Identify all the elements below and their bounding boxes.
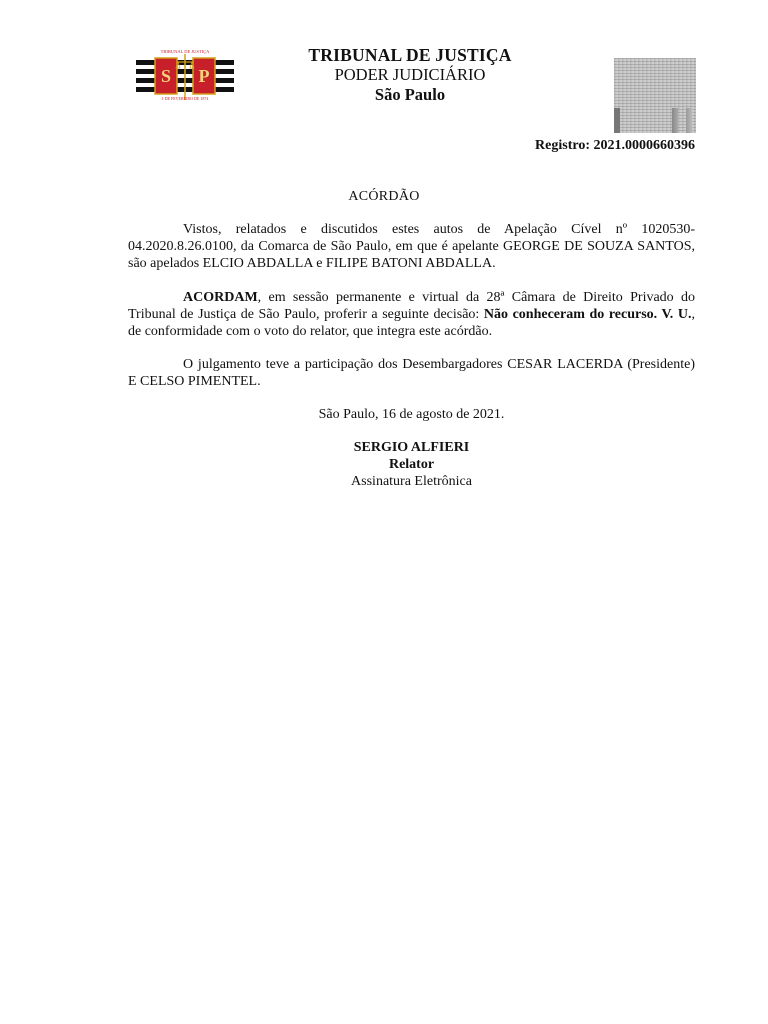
- signatory-name: SERGIO ALFIERI: [353, 440, 470, 455]
- city-name: São Paulo: [374, 85, 446, 104]
- logo-right-letter: P: [198, 66, 210, 86]
- coat-of-arms-icon: [136, 46, 234, 102]
- signatory-role: Relator: [388, 457, 435, 472]
- acordam-ending: , de conformidade com o voto do relator, que integra este acórdão.: [128, 307, 695, 339]
- acordam-label: ACORDAM: [183, 290, 258, 305]
- acordam-text: , em sessão permanente e virtual da 28ª Câmara de Direito Privado do Tribunal de Justiça de São Paulo, proferir a seguinte decisão:: [128, 290, 695, 322]
- logo-bottom-text: 1 DE FEVEREIRO DE 1874: [161, 96, 209, 101]
- court-name: TRIBUNAL DE JUSTIÇA: [308, 45, 512, 65]
- branch-name: PODER JUDICIÁRIO: [334, 65, 486, 84]
- logo-left-letter: S: [160, 66, 172, 86]
- decision-text: Não conheceram do recurso. V. U.: [483, 307, 692, 322]
- logo-top-text: TRIBUNAL DE JUSTIÇA: [160, 49, 210, 54]
- signature-note: Assinatura Eletrônica: [351, 474, 472, 489]
- registro-number: Registro: 2021.0000660396: [535, 138, 695, 153]
- paragraph-vistos: Vistos, relatados e discutidos estes autos de Apelação Cível nº 1020530-04.2020.8.26.0100, da Comarca de São Paulo, em que é apelante GEORGE DE SOUZA SANTOS, são apelados ELCIO ABDALLA e FILIPE BATONI ABDALLA.: [128, 222, 695, 271]
- paragraph-julgamento: O julgamento teve a participação dos Desembargadores CESAR LACERDA (Presidente) E CELSO PIMENTEL.: [128, 357, 695, 389]
- date-line: São Paulo, 16 de agosto de 2021.: [318, 407, 505, 422]
- document-title: ACÓRDÃO: [348, 189, 420, 204]
- paragraph-acordam: [128, 289, 695, 340]
- validation-code-bars: [614, 108, 696, 133]
- court-logo: [136, 46, 234, 102]
